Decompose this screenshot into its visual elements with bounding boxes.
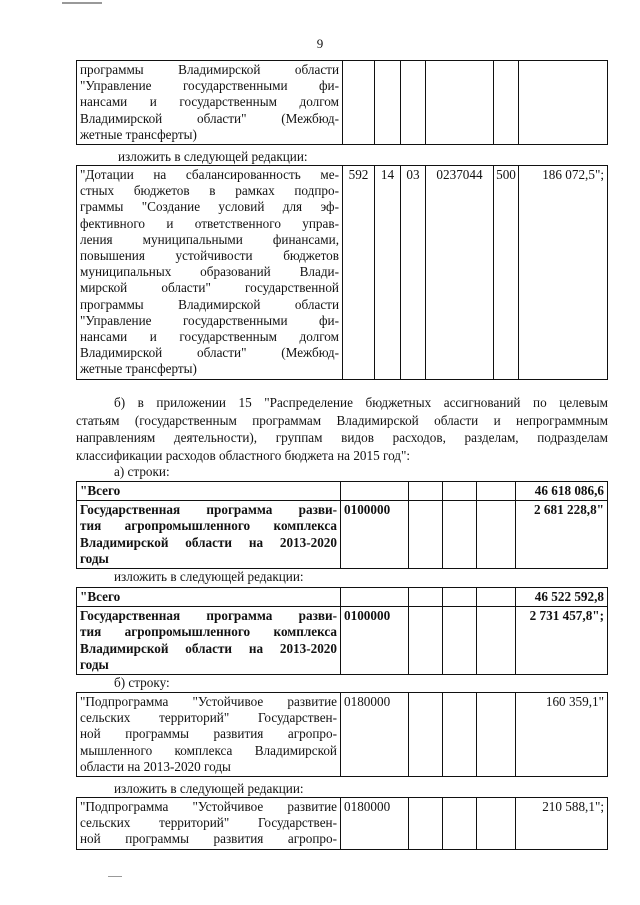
table-row [77, 588, 608, 607]
total-label: "Всего [77, 482, 341, 501]
desc-line: программы Владимирской области [80, 62, 339, 77]
cell [477, 693, 516, 777]
scan-mark [108, 876, 122, 877]
desc-line: "Дотации на сбалансированность ме- [80, 167, 339, 182]
scan-mark [62, 2, 102, 4]
table-row [77, 607, 608, 675]
paragraph-line: статьям (государственным программам Владимирской области и непрограммным [76, 412, 608, 428]
paragraph-line: классификации расходов областного бюджета на 2015 год": [76, 447, 411, 463]
item-a-label: а) строки: [114, 464, 170, 479]
cell [443, 588, 477, 607]
desc-line: области на 2013-2020 годы [80, 758, 231, 774]
cell [375, 61, 401, 145]
cell [426, 61, 494, 145]
cell [409, 588, 443, 607]
cell [409, 607, 443, 675]
desc-line: Владимирской области" (Межбюд- [80, 110, 339, 126]
desc-line: мышленного комплекса Владимирской [80, 742, 337, 758]
desc-line: стных бюджетов в рамках подпро- [80, 183, 339, 199]
desc-line: ной программы развития агропро- [80, 726, 337, 742]
desc-line: Государственная программа разви- [80, 608, 337, 624]
table-row [77, 61, 608, 145]
table-row [77, 693, 608, 777]
cell [477, 607, 516, 675]
instruction-label: изложить в следующей редакции: [114, 569, 304, 584]
amount: 186 072,5"; [519, 166, 608, 380]
cell [494, 61, 519, 145]
subprogram-amount: 160 359,1" [516, 693, 608, 777]
cell [477, 501, 516, 569]
instruction-label: изложить в следующей редакции: [118, 149, 308, 164]
subprogram-code: 0180000 [341, 798, 409, 850]
desc-line: годы [80, 656, 109, 672]
desc-line: мирской области" государственной [80, 280, 339, 296]
section-code: 14 [375, 166, 401, 380]
desc-line: жетные трансферты) [80, 126, 197, 142]
total-label: "Всего [77, 588, 341, 607]
subprogram-code: 0180000 [341, 693, 409, 777]
item-b-label: б) строку: [114, 675, 170, 690]
desc-line: нансами и государственным долгом [80, 329, 339, 345]
instruction-label: изложить в следующей редакции: [114, 781, 304, 796]
cell [409, 693, 443, 777]
program-code: 0100000 [341, 501, 409, 569]
subprogram-amount: 210 588,1"; [516, 798, 608, 850]
cell [477, 482, 516, 501]
program-code: 0100000 [341, 607, 409, 675]
desc-line: Владимирской области на 2013-2020 [80, 640, 337, 656]
cell [343, 61, 375, 145]
row-description [77, 166, 343, 380]
desc-line: нансами и государственным долгом [80, 94, 339, 110]
desc-line: муниципальных образований Влади- [80, 264, 339, 280]
cell [409, 798, 443, 850]
desc-line: тия агропромышленного комплекса [80, 518, 337, 534]
desc-line: "Подпрограмма "Устойчивое развитие [80, 694, 337, 709]
desc-line: Владимирской области на 2013-2020 [80, 534, 337, 550]
desc-line: граммы "Создание условий для эф- [80, 199, 339, 215]
desc-line: фективного и ответственного управ- [80, 215, 339, 231]
cell [477, 588, 516, 607]
row-description [77, 61, 343, 145]
paragraph-line: б) в приложении 15 "Распределение бюджетных ассигнований по целевым [114, 395, 608, 410]
cell [443, 482, 477, 501]
cell [409, 501, 443, 569]
cell [341, 482, 409, 501]
ministry-code: 592 [343, 166, 375, 380]
subprogram-table-new [76, 797, 608, 850]
cell [443, 798, 477, 850]
table-row [77, 482, 608, 501]
target-article-code: 0237044 [426, 166, 494, 380]
desc-line: годы [80, 550, 109, 566]
cell [443, 693, 477, 777]
row-description [77, 693, 341, 777]
desc-line: сельских территорий" Государствен- [80, 815, 337, 831]
desc-line: тия агропромышленного комплекса [80, 624, 337, 640]
table-row [77, 501, 608, 569]
desc-line: ной программы развития агропро- [80, 831, 337, 847]
program-table-new [76, 587, 608, 675]
cell [401, 61, 426, 145]
cell [443, 607, 477, 675]
desc-line: Владимирской области" (Межбюд- [80, 345, 339, 361]
paragraph-line: направлениям деятельности), группам видов расходов, разделам, подразделам [76, 430, 608, 446]
row-description [77, 501, 341, 569]
cell [519, 61, 608, 145]
desc-line: Государственная программа разви- [80, 502, 337, 518]
total-amount: 46 522 592,8 [516, 588, 608, 607]
budget-table-continued [76, 60, 608, 145]
desc-line: ления муниципальными финансами, [80, 231, 339, 247]
program-amount: 2 681 228,8" [516, 501, 608, 569]
desc-line: повышения устойчивости бюджетов [80, 248, 339, 264]
program-amount: 2 731 457,8"; [516, 607, 608, 675]
cell [341, 588, 409, 607]
row-description [77, 798, 341, 850]
desc-line: сельских территорий" Государствен- [80, 710, 337, 726]
desc-line: "Управление государственными фи- [80, 78, 339, 94]
total-amount: 46 618 086,6 [516, 482, 608, 501]
subsection-code: 03 [401, 166, 426, 380]
page-number: 9 [316, 36, 324, 51]
cell [477, 798, 516, 850]
program-table-old [76, 481, 608, 569]
desc-line: "Подпрограмма "Устойчивое развитие [80, 799, 337, 814]
cell [409, 482, 443, 501]
paragraph-b [76, 394, 608, 464]
desc-line: жетные трансферты) [80, 361, 197, 377]
desc-line: "Управление государственными фи- [80, 312, 339, 328]
budget-table-new [76, 165, 608, 380]
desc-line: программы Владимирской области [80, 296, 339, 312]
table-row [77, 798, 608, 850]
row-description [77, 607, 341, 675]
subprogram-table-old [76, 692, 608, 777]
cell [443, 501, 477, 569]
expense-type-code: 500 [494, 166, 519, 380]
table-row [77, 166, 608, 380]
